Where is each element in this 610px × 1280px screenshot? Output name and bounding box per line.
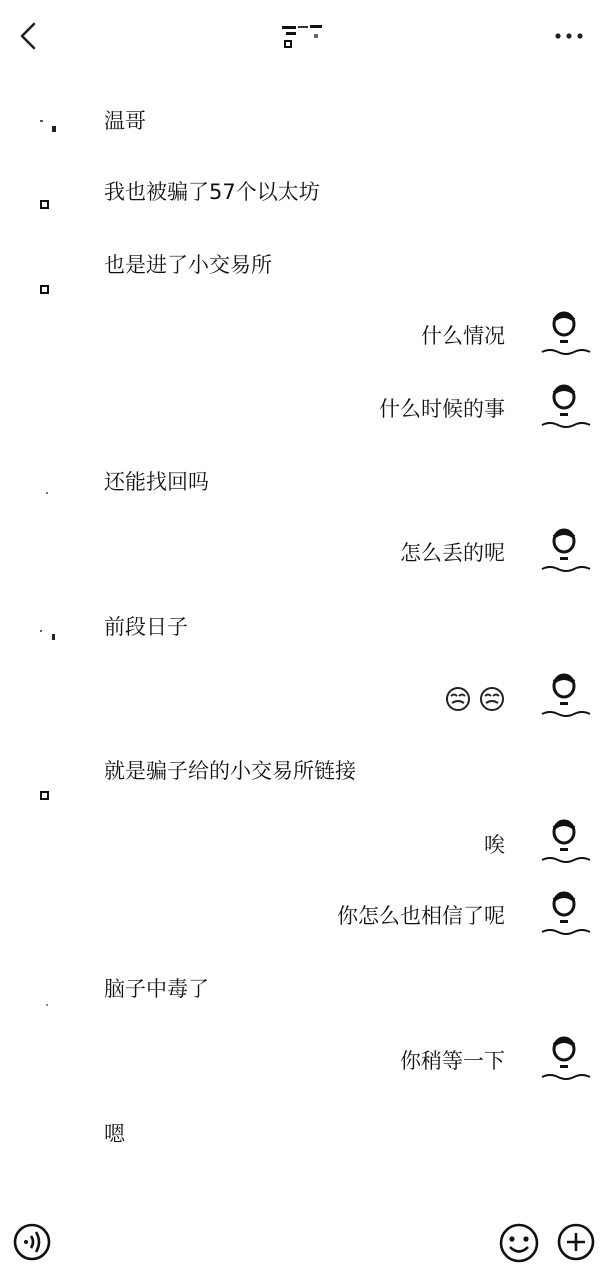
contact-avatar[interactable] [38, 196, 56, 224]
message-text[interactable]: 就是骗子给的小交易所链接 [104, 759, 356, 783]
message-text[interactable]: 前段日子 [104, 615, 188, 639]
my-avatar[interactable] [538, 310, 592, 358]
contact-avatar[interactable] [38, 281, 56, 309]
message-text[interactable]: 也是进了小交易所 [104, 253, 272, 277]
message-text[interactable]: 我也被骗了57个以太坊 [104, 180, 320, 204]
my-avatar[interactable] [538, 672, 592, 720]
more-horizontal-icon [554, 32, 584, 40]
my-avatar[interactable] [538, 383, 592, 431]
crying-face-icon [445, 686, 471, 712]
my-avatar[interactable] [538, 1035, 592, 1083]
chat-title [280, 22, 330, 50]
voice-button[interactable] [12, 1222, 52, 1262]
my-avatar[interactable] [538, 818, 592, 866]
smiley-icon [498, 1222, 540, 1264]
emoji-button[interactable] [498, 1222, 540, 1264]
contact-avatar[interactable] [38, 787, 56, 815]
tears-emoji[interactable] [445, 686, 505, 712]
chat-header [0, 0, 610, 72]
contact-avatar[interactable] [38, 486, 56, 514]
contact-avatar[interactable] [38, 626, 56, 654]
message-text[interactable]: 嗯 [104, 1122, 125, 1146]
message-text[interactable]: 你怎么也相信了呢 [337, 904, 505, 928]
message-text[interactable]: 怎么丢的呢 [400, 541, 505, 565]
more-button[interactable] [552, 22, 586, 50]
voice-icon [12, 1222, 52, 1262]
message-text[interactable]: 唉 [484, 833, 505, 857]
contact-avatar[interactable] [38, 1000, 56, 1028]
message-text-partial[interactable] [104, 1186, 504, 1200]
message-text[interactable]: 你稍等一下 [400, 1049, 505, 1073]
more-functions-button[interactable] [556, 1222, 596, 1262]
message-text[interactable]: 什么时候的事 [379, 397, 505, 421]
message-text[interactable]: 还能找回吗 [104, 470, 209, 494]
my-avatar[interactable] [538, 527, 592, 575]
message-text[interactable]: 脑子中毒了 [104, 977, 209, 1001]
message-text[interactable]: 什么情况 [421, 324, 505, 348]
input-bar [0, 1200, 610, 1280]
chevron-left-icon [18, 21, 38, 51]
my-avatar[interactable] [538, 890, 592, 938]
plus-icon [556, 1222, 596, 1262]
crying-face-icon [479, 686, 505, 712]
contact-avatar[interactable] [38, 118, 56, 146]
message-text[interactable]: 温哥 [104, 109, 146, 133]
back-button[interactable] [10, 16, 46, 56]
